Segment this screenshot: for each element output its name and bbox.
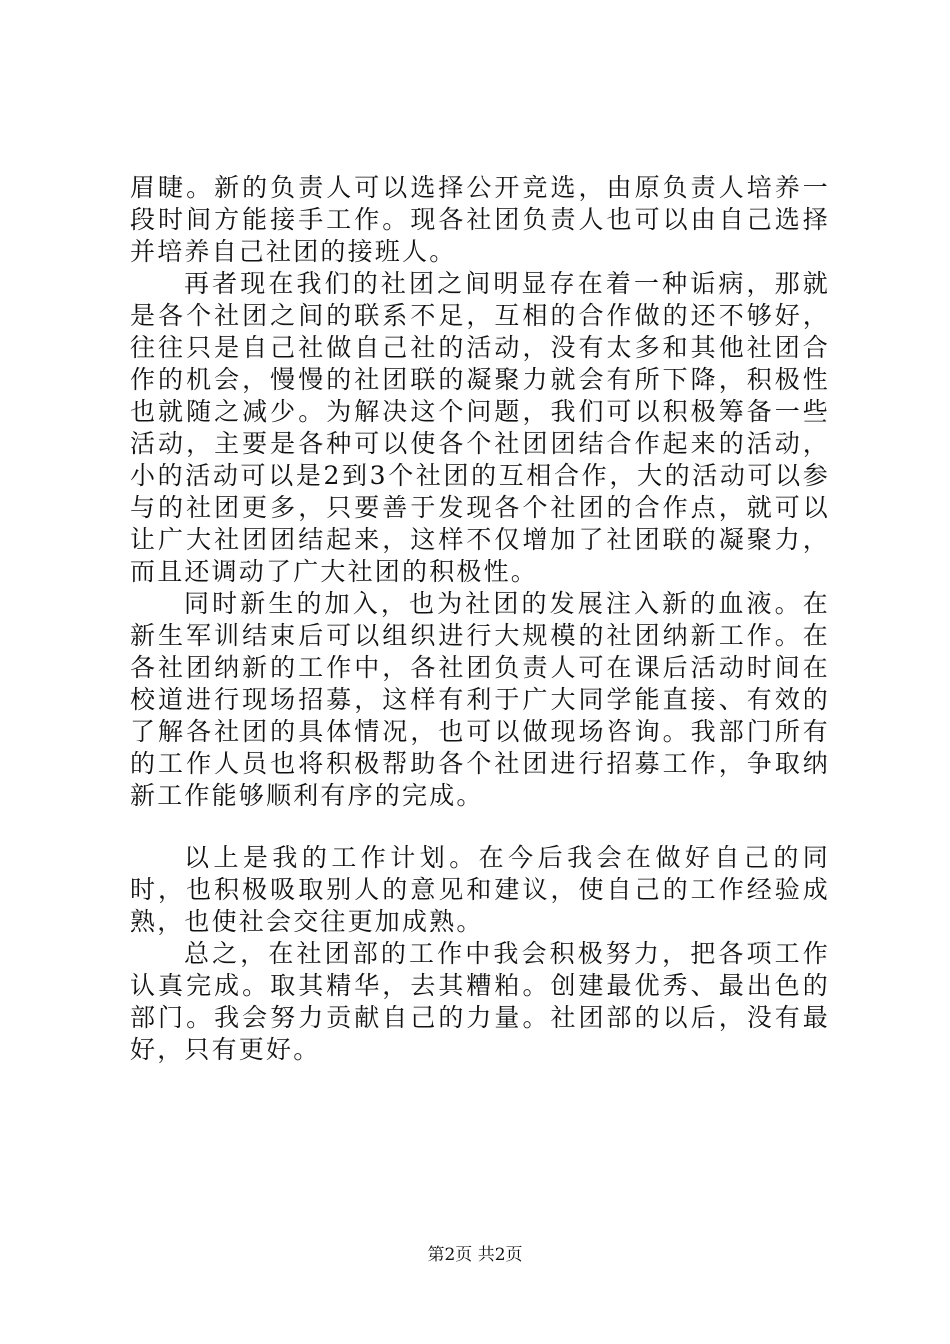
paragraph-continuation: 眉睫。新的负责人可以选择公开竞选，由原负责人培养一段时间方能接手工作。现各社团负责人也可以由自己选择并培养自己社团的接班人。: [130, 173, 830, 266]
paragraph-work-plan: 以上是我的工作计划。在今后我会在做好自己的同时，也积极吸取别人的意见和建议，使自己的工作经验成熟，也使社会交往更加成熟。: [130, 843, 830, 936]
paragraph-recruitment: 同时新生的加入，也为社团的发展注入新的血液。在新生军训结束后可以组织进行大规模的社团纳新工作。在各社团纳新的工作中，各社团负责人可在课后活动时间在校道进行现场招募，这样有利于广大同学能直接、有效的了解各社团的具体情况，也可以做现场咨询。我部门所有的工作人员也将积极帮助各个社团进行招募工作，争取纳新工作能够顺利有序的完成。: [130, 589, 830, 810]
paragraph-gap: [130, 812, 830, 842]
paragraph-club-cooperation: 再者现在我们的社团之间明显存在着一种诟病，那就是各个社团之间的联系不足，互相的合作做的还不够好，往往只是自己社做自己社的活动，没有太多和其他社团合作的机会，慢慢的社团联的凝聚力就会有所下降，积极性也就随之减少。为解决这个问题，我们可以积极筹备一些活动，主要是各种可以使各个社团团结合作起来的活动，小的活动可以是2到3个社团的互相合作，大的活动可以参与的社团更多，只要善于发现各个社团的合作点，就可以让广大社团团结起来，这样不仅增加了社团联的凝聚力，而且还调动了广大社团的积极性。: [130, 269, 830, 586]
paragraph-conclusion: 总之，在社团部的工作中我会积极努力，把各项工作认真完成。取其精华，去其糟粕。创建最优秀、最出色的部门。我会努力贡献自己的力量。社团部的以后，没有最好，只有更好。: [130, 939, 830, 1064]
page-number-footer: 第2页 共2页: [427, 1245, 523, 1265]
document-body: [130, 172, 830, 1066]
